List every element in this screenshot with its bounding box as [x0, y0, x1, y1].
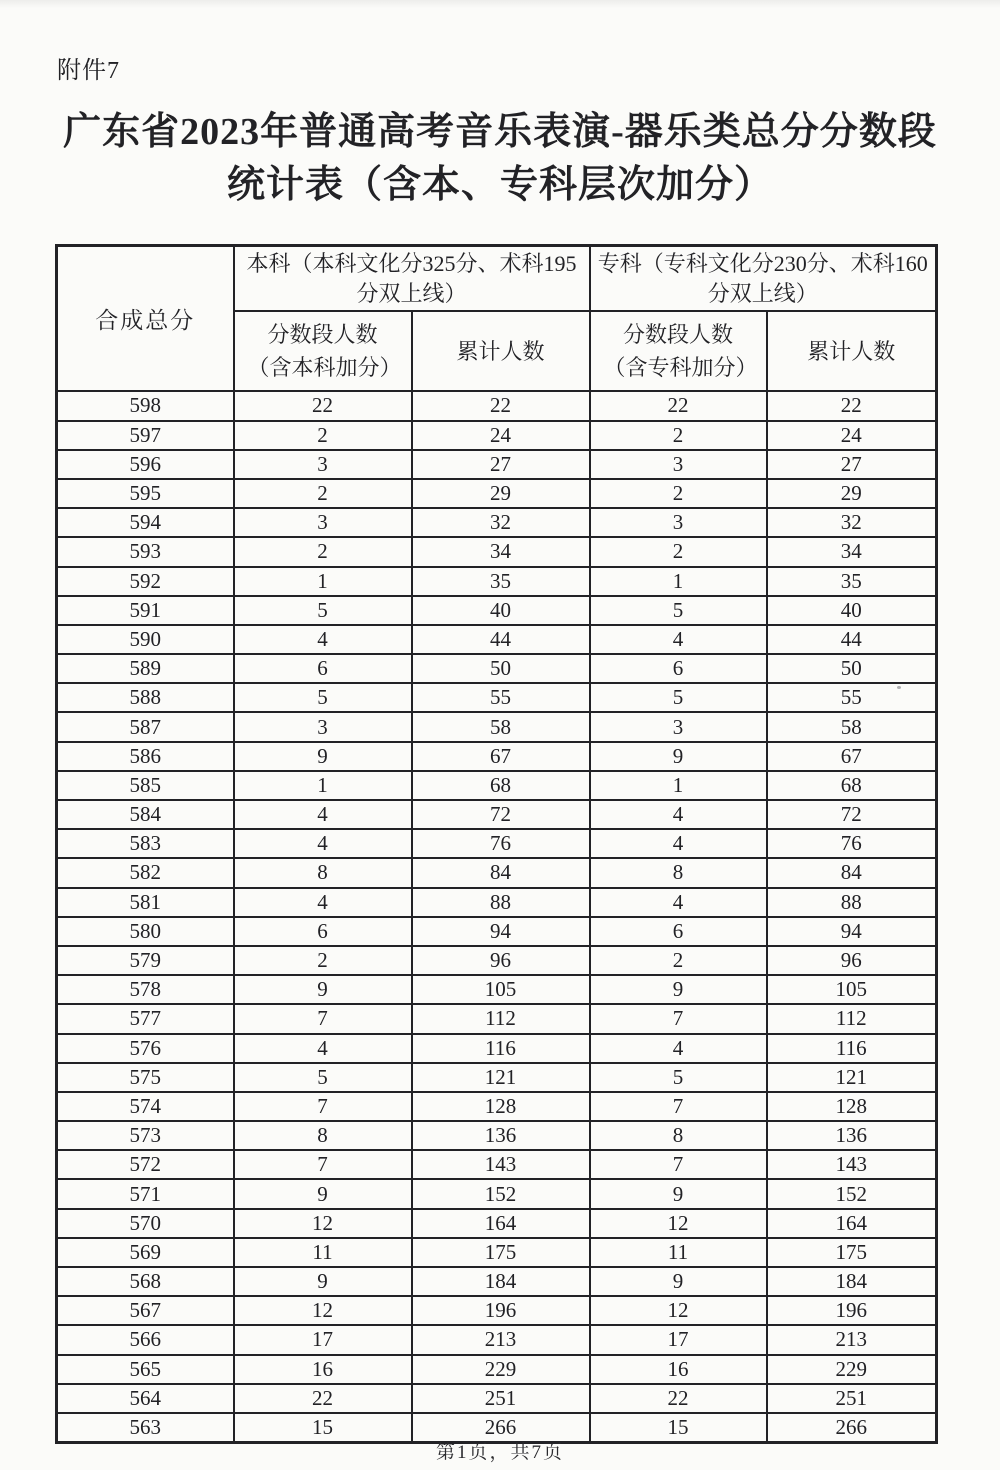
score-cell: 588: [57, 683, 234, 712]
score-cell: 598: [57, 391, 234, 420]
zhuanke-segment-count-cell: 16: [590, 1355, 767, 1384]
benke-cumulative-count-cell: 136: [412, 1121, 590, 1150]
zhuanke-cumulative-count-cell: 105: [767, 975, 937, 1004]
table-row: [57, 1267, 937, 1296]
benke-cumulative-count-cell: 76: [412, 829, 590, 858]
score-cell: 563: [57, 1413, 234, 1443]
zhuanke-cumulative-count-cell: 27: [767, 450, 937, 479]
table-row: [57, 450, 937, 479]
benke-cumulative-count-cell: 35: [412, 567, 590, 596]
benke-segment-count-cell: 5: [234, 1063, 412, 1092]
zhuanke-cumulative-count-cell: 175: [767, 1238, 937, 1267]
table-header: [57, 246, 937, 392]
score-cell: 581: [57, 888, 234, 917]
benke-cumulative-count-cell: 128: [412, 1092, 590, 1121]
zhuanke-segment-count-cell: 2: [590, 537, 767, 566]
benke-cumulative-count-cell: 40: [412, 596, 590, 625]
score-cell: 590: [57, 625, 234, 654]
table-row: [57, 800, 937, 829]
zhuanke-cumulative-count-cell: 128: [767, 1092, 937, 1121]
score-cell: 583: [57, 829, 234, 858]
benke-cumulative-count-cell: 68: [412, 771, 590, 800]
score-cell: 584: [57, 800, 234, 829]
table-row: [57, 596, 937, 625]
zhuanke-segment-count-cell: 6: [590, 917, 767, 946]
table-row: [57, 742, 937, 771]
zhuanke-segment-count-cell: 9: [590, 975, 767, 1004]
zhuanke-segment-count-cell: 2: [590, 421, 767, 450]
zhuanke-segment-count-cell: 4: [590, 800, 767, 829]
score-cell: 565: [57, 1355, 234, 1384]
title-line-1: 广东省2023年普通高考音乐表演-器乐类总分分数段: [63, 111, 937, 153]
benke-segment-count-cell: 11: [234, 1238, 412, 1267]
table-row: [57, 683, 937, 712]
table-row: [57, 391, 937, 420]
score-cell: 579: [57, 946, 234, 975]
benke-segment-count-cell: 3: [234, 450, 412, 479]
benke-cumulative-header: 累计人数: [412, 311, 590, 391]
benke-cumulative-count-cell: 175: [412, 1238, 590, 1267]
score-cell: 592: [57, 567, 234, 596]
table-row: [57, 1034, 937, 1063]
table-row: [57, 1296, 937, 1325]
score-cell: 577: [57, 1004, 234, 1033]
zhuanke-cumulative-count-cell: 22: [767, 391, 937, 420]
benke-segment-count-cell: 17: [234, 1325, 412, 1354]
zhuanke-segment-count-cell: 15: [590, 1413, 767, 1443]
zhuanke-cumulative-count-cell: 143: [767, 1150, 937, 1179]
table-row: [57, 829, 937, 858]
zhuanke-cumulative-count-cell: 32: [767, 508, 937, 537]
table-row: [57, 1121, 937, 1150]
zhuanke-segment-count-cell: 8: [590, 1121, 767, 1150]
zhuanke-segment-count-cell: 9: [590, 1179, 767, 1208]
zhuanke-segment-count-cell: 5: [590, 596, 767, 625]
score-table-body: [57, 391, 937, 1442]
table-row: [57, 1384, 937, 1413]
score-cell: 582: [57, 858, 234, 887]
table-row: [57, 1325, 937, 1354]
zhuanke-cumulative-count-cell: 76: [767, 829, 937, 858]
zhuanke-cumulative-count-cell: 213: [767, 1325, 937, 1354]
score-cell: 569: [57, 1238, 234, 1267]
attachment-label: 附件7: [57, 58, 120, 84]
zhuanke-segment-count-cell: 2: [590, 946, 767, 975]
title-line-2: 统计表（含本、专科层次加分）: [226, 164, 773, 207]
score-cell: 571: [57, 1179, 234, 1208]
zhuanke-cumulative-count-cell: 72: [767, 800, 937, 829]
zhuanke-segment-header: 分数段人数（含专科加分）: [590, 311, 767, 391]
zhuanke-segment-count-cell: 7: [590, 1150, 767, 1179]
benke-cumulative-count-cell: 251: [412, 1384, 590, 1413]
zhuanke-cumulative-count-cell: 136: [767, 1121, 937, 1150]
benke-segment-count-cell: 9: [234, 1267, 412, 1296]
benke-cumulative-count-cell: 44: [412, 625, 590, 654]
benke-segment-count-cell: 7: [234, 1092, 412, 1121]
score-cell: 570: [57, 1209, 234, 1238]
zhuanke-cumulative-count-cell: 40: [767, 596, 937, 625]
zhuanke-segment-count-cell: 5: [590, 1063, 767, 1092]
zhuanke-segment-count-cell: 22: [590, 391, 767, 420]
table-row: [57, 625, 937, 654]
benke-segment-count-cell: 7: [234, 1004, 412, 1033]
zhuanke-segment-count-cell: 6: [590, 654, 767, 683]
zhuanke-cumulative-count-cell: 266: [767, 1413, 937, 1443]
benke-segment-count-cell: 2: [234, 946, 412, 975]
benke-cumulative-count-cell: 229: [412, 1355, 590, 1384]
score-cell: 595: [57, 479, 234, 508]
zhuanke-segment-count-cell: 4: [590, 829, 767, 858]
table-row: [57, 858, 937, 887]
benke-segment-count-cell: 15: [234, 1413, 412, 1443]
zhuanke-cumulative-count-cell: 50: [767, 654, 937, 683]
benke-cumulative-count-cell: 34: [412, 537, 590, 566]
zhuanke-cumulative-count-cell: 96: [767, 946, 937, 975]
benke-cumulative-count-cell: 266: [412, 1413, 590, 1443]
zhuanke-cumulative-count-cell: 88: [767, 888, 937, 917]
table-row: [57, 479, 937, 508]
table-row: [57, 508, 937, 537]
benke-segment-count-cell: 4: [234, 1034, 412, 1063]
zhuanke-cumulative-count-cell: 229: [767, 1355, 937, 1384]
benke-cumulative-count-cell: 152: [412, 1179, 590, 1208]
score-cell: 596: [57, 450, 234, 479]
table-row: [57, 1179, 937, 1208]
zhuanke-cumulative-count-cell: 84: [767, 858, 937, 887]
table-row: [57, 917, 937, 946]
benke-group-header: 本科（本科文化分325分、术科195分双上线）: [234, 246, 590, 312]
zhuanke-cumulative-count-cell: 68: [767, 771, 937, 800]
benke-segment-count-cell: 9: [234, 1179, 412, 1208]
zhuanke-segment-count-cell: 4: [590, 625, 767, 654]
benke-cumulative-count-cell: 164: [412, 1209, 590, 1238]
table-row: [57, 1004, 937, 1033]
benke-segment-count-cell: 2: [234, 537, 412, 566]
score-cell: 585: [57, 771, 234, 800]
score-cell: 591: [57, 596, 234, 625]
benke-cumulative-count-cell: 88: [412, 888, 590, 917]
zhuanke-cumulative-header: 累计人数: [767, 311, 937, 391]
zhuanke-cumulative-count-cell: 184: [767, 1267, 937, 1296]
table-row: [57, 1238, 937, 1267]
zhuanke-segment-count-cell: 1: [590, 771, 767, 800]
table-row: [57, 567, 937, 596]
benke-segment-count-cell: 6: [234, 654, 412, 683]
page-title: [0, 106, 1000, 212]
benke-segment-count-cell: 6: [234, 917, 412, 946]
header-row-groups: [57, 246, 937, 312]
zhuanke-segment-count-cell: 3: [590, 450, 767, 479]
zhuanke-segment-count-cell: 12: [590, 1296, 767, 1325]
benke-segment-count-cell: 5: [234, 596, 412, 625]
score-cell: 597: [57, 421, 234, 450]
score-cell: 578: [57, 975, 234, 1004]
scan-artifact-speck: [897, 686, 901, 689]
benke-segment-count-cell: 9: [234, 742, 412, 771]
table-row: [57, 712, 937, 741]
benke-cumulative-count-cell: 105: [412, 975, 590, 1004]
score-cell: 593: [57, 537, 234, 566]
table-row: [57, 771, 937, 800]
benke-segment-count-cell: 22: [234, 391, 412, 420]
zhuanke-cumulative-count-cell: 35: [767, 567, 937, 596]
benke-cumulative-count-cell: 32: [412, 508, 590, 537]
score-cell: 568: [57, 1267, 234, 1296]
zhuanke-segment-count-cell: 3: [590, 712, 767, 741]
score-cell: 594: [57, 508, 234, 537]
zhuanke-segment-count-cell: 12: [590, 1209, 767, 1238]
zhuanke-cumulative-count-cell: 116: [767, 1034, 937, 1063]
score-cell: 580: [57, 917, 234, 946]
benke-segment-count-cell: 16: [234, 1355, 412, 1384]
zhuanke-cumulative-count-cell: 58: [767, 712, 937, 741]
benke-segment-count-cell: 5: [234, 683, 412, 712]
benke-segment-count-cell: 1: [234, 771, 412, 800]
zhuanke-segment-count-cell: 4: [590, 1034, 767, 1063]
table-row: [57, 888, 937, 917]
benke-cumulative-count-cell: 213: [412, 1325, 590, 1354]
benke-segment-count-cell: 4: [234, 888, 412, 917]
score-cell: 567: [57, 1296, 234, 1325]
benke-cumulative-count-cell: 116: [412, 1034, 590, 1063]
zhuanke-segment-count-cell: 17: [590, 1325, 767, 1354]
zhuanke-cumulative-count-cell: 121: [767, 1063, 937, 1092]
benke-cumulative-count-cell: 29: [412, 479, 590, 508]
benke-cumulative-count-cell: 84: [412, 858, 590, 887]
benke-segment-count-cell: 12: [234, 1296, 412, 1325]
score-cell: 573: [57, 1121, 234, 1150]
zhuanke-cumulative-count-cell: 29: [767, 479, 937, 508]
zhuanke-cumulative-count-cell: 152: [767, 1179, 937, 1208]
score-cell: 576: [57, 1034, 234, 1063]
benke-segment-header: 分数段人数（含本科加分）: [234, 311, 412, 391]
benke-segment-count-cell: 4: [234, 829, 412, 858]
zhuanke-segment-count-cell: 4: [590, 888, 767, 917]
benke-segment-count-cell: 7: [234, 1150, 412, 1179]
table-row: [57, 1355, 937, 1384]
benke-cumulative-count-cell: 55: [412, 683, 590, 712]
zhuanke-cumulative-count-cell: 94: [767, 917, 937, 946]
zhuanke-segment-count-cell: 1: [590, 567, 767, 596]
zhuanke-cumulative-count-cell: 112: [767, 1004, 937, 1033]
benke-cumulative-count-cell: 184: [412, 1267, 590, 1296]
table-row: [57, 654, 937, 683]
benke-cumulative-count-cell: 50: [412, 654, 590, 683]
benke-segment-count-cell: 4: [234, 625, 412, 654]
zhuanke-segment-count-cell: 7: [590, 1004, 767, 1033]
table-row: [57, 946, 937, 975]
zhuanke-segment-count-cell: 9: [590, 1267, 767, 1296]
table-row: [57, 975, 937, 1004]
score-cell: 564: [57, 1384, 234, 1413]
benke-segment-count-cell: 8: [234, 1121, 412, 1150]
table-row: [57, 537, 937, 566]
zhuanke-segment-count-cell: 22: [590, 1384, 767, 1413]
zhuanke-cumulative-count-cell: 196: [767, 1296, 937, 1325]
benke-cumulative-count-cell: 196: [412, 1296, 590, 1325]
zhuanke-cumulative-count-cell: 24: [767, 421, 937, 450]
benke-segment-count-cell: 8: [234, 858, 412, 887]
score-cell: 586: [57, 742, 234, 771]
zhuanke-segment-count-cell: 3: [590, 508, 767, 537]
benke-cumulative-count-cell: 58: [412, 712, 590, 741]
benke-cumulative-count-cell: 143: [412, 1150, 590, 1179]
score-column-header: 合成总分: [57, 246, 234, 392]
table-row: [57, 1150, 937, 1179]
benke-cumulative-count-cell: 121: [412, 1063, 590, 1092]
benke-cumulative-count-cell: 94: [412, 917, 590, 946]
benke-cumulative-count-cell: 24: [412, 421, 590, 450]
benke-segment-count-cell: 3: [234, 508, 412, 537]
score-cell: 566: [57, 1325, 234, 1354]
zhuanke-group-header: 专科（专科文化分230分、术科160分双上线）: [590, 246, 937, 312]
zhuanke-segment-count-cell: 5: [590, 683, 767, 712]
zhuanke-segment-count-cell: 2: [590, 479, 767, 508]
score-cell: 587: [57, 712, 234, 741]
benke-segment-count-cell: 12: [234, 1209, 412, 1238]
benke-segment-count-cell: 4: [234, 800, 412, 829]
zhuanke-cumulative-count-cell: 67: [767, 742, 937, 771]
benke-segment-count-cell: 9: [234, 975, 412, 1004]
table-row: [57, 1063, 937, 1092]
score-cell: 572: [57, 1150, 234, 1179]
zhuanke-cumulative-count-cell: 164: [767, 1209, 937, 1238]
benke-cumulative-count-cell: 96: [412, 946, 590, 975]
benke-cumulative-count-cell: 72: [412, 800, 590, 829]
benke-segment-count-cell: 22: [234, 1384, 412, 1413]
zhuanke-cumulative-count-cell: 251: [767, 1384, 937, 1413]
zhuanke-cumulative-count-cell: 55: [767, 683, 937, 712]
zhuanke-segment-count-cell: 11: [590, 1238, 767, 1267]
benke-segment-count-cell: 3: [234, 712, 412, 741]
benke-cumulative-count-cell: 27: [412, 450, 590, 479]
table-row: [57, 1092, 937, 1121]
page-number-footer: 第1页，共7页: [435, 1442, 564, 1463]
benke-cumulative-count-cell: 22: [412, 391, 590, 420]
table-row: [57, 421, 937, 450]
score-cell: 575: [57, 1063, 234, 1092]
benke-segment-count-cell: 1: [234, 567, 412, 596]
score-cell: 589: [57, 654, 234, 683]
zhuanke-cumulative-count-cell: 44: [767, 625, 937, 654]
zhuanke-segment-count-cell: 9: [590, 742, 767, 771]
zhuanke-segment-count-cell: 8: [590, 858, 767, 887]
benke-segment-count-cell: 2: [234, 479, 412, 508]
score-cell: 574: [57, 1092, 234, 1121]
zhuanke-segment-count-cell: 7: [590, 1092, 767, 1121]
benke-segment-count-cell: 2: [234, 421, 412, 450]
benke-cumulative-count-cell: 67: [412, 742, 590, 771]
zhuanke-cumulative-count-cell: 34: [767, 537, 937, 566]
table-row: [57, 1209, 937, 1238]
score-distribution-table: [55, 244, 938, 1444]
benke-cumulative-count-cell: 112: [412, 1004, 590, 1033]
